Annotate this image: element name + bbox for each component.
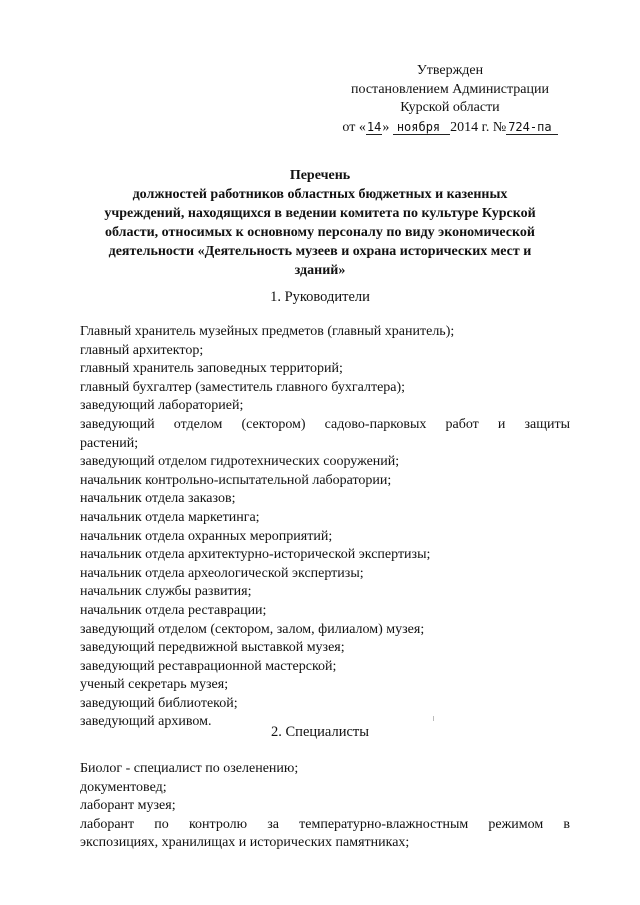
title-line-5: деятельности «Деятельность музеев и охрана исторических мест и [108,244,532,259]
document-number: 724-па [506,120,557,135]
list-item: главный бухгалтер (заместитель главного бухгалтера); [80,379,406,395]
list-item: начальник отдела охранных мероприятий; [80,528,333,544]
list-item: заведующий отделом гидротехнических сооружений; [80,454,400,470]
list-item: Главный хранитель музейных предметов (главный хранитель); [80,324,455,339]
list-item: экспозициях, хранилищах и исторических памятниках; [80,835,410,851]
scan-mark [433,716,434,721]
section-heading-specialists: 2. Специалисты [271,724,369,740]
list-item: начальник отдела архитектурно-исторической экспертизы; [80,547,431,563]
approval-date-line [300,118,600,138]
list-item: заведующий реставрационной мастерской; [80,658,337,674]
date-month: ноября [393,120,450,135]
approval-line-2: постановлением Администрации [351,81,549,97]
list-item: заведующий лабораторией; [80,398,244,414]
managers-list [80,323,570,732]
date-mid: » [382,119,390,135]
title-line-2: должностей работников областных бюджетных и казенных [132,187,508,202]
list-item: начальник контрольно-испытательной лаборатории; [80,472,392,488]
title-line-6: зданий» [294,263,346,278]
section-heading-managers: 1. Руководители [270,289,370,305]
list-item: заведующий архивом. [80,714,212,730]
date-prefix: от « [342,119,366,135]
title-line-1: Перечень [289,168,351,183]
approval-stamp [300,62,600,137]
date-year: 2014 г. № [450,119,507,135]
list-item: заведующий библиотекой; [80,695,238,711]
approval-line-3: Курской области [400,100,500,115]
list-item: лаборант музея; [80,798,176,814]
list-item: заведующий отделом (сектором) садово-парковых работ и защиты [80,416,570,432]
list-item: заведующий отделом (сектором, залом, филиалом) музея; [80,621,425,637]
list-item: главный архитектор; [80,342,204,358]
list-item: начальник службы развития; [80,584,252,600]
specialists-list [80,760,570,853]
date-day: 14 [366,119,382,134]
list-item: начальник отдела маркетинга; [80,509,260,525]
list-item: Биолог - специалист по озеленению; [80,761,299,776]
list-item: главный хранитель заповедных территорий; [80,361,343,377]
list-item: ученый секретарь музея; [80,677,229,693]
document-title [70,166,570,280]
list-item: лаборант по контролю за температурно-влажностным режимом в [80,816,570,832]
approval-line-1: Утвержден [416,63,484,78]
list-item: начальник отдела заказов; [80,491,236,507]
list-item: начальник отдела археологической экспертизы; [80,565,364,581]
title-line-4: области, относимых к основному персоналу по виду экономической [105,225,535,240]
list-item: растений; [80,435,139,451]
list-item: документовед; [80,779,167,795]
list-item: заведующий передвижной выставкой музея; [80,640,345,656]
list-item: начальник отдела реставрации; [80,602,267,618]
title-line-3: учреждений, находящихся в ведении комитета по культуре Курской [104,206,536,221]
